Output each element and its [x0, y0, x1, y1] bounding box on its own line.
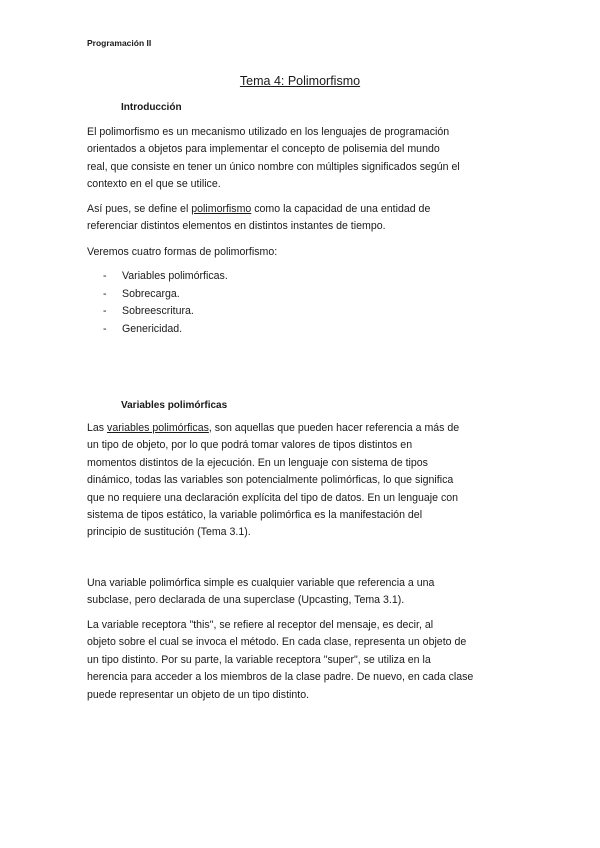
text-line: que no requiere una declaración explícita del tipo de datos. En un lenguaje con: [87, 491, 459, 504]
text-fragment: Las: [87, 422, 108, 434]
text-fragment: Así pues, se define el: [87, 203, 192, 215]
polymorphism-forms-list: [103, 268, 228, 338]
list-item: - Sobrecarga.: [103, 286, 228, 304]
variables-heading: Variables polimórficas: [121, 400, 228, 411]
list-item: - Variables polimórficas.: [103, 268, 228, 286]
text-line: dinámico, todas las variables son potencialmente polimórficas, lo que significa: [87, 474, 454, 487]
list-item: - Genericidad.: [103, 321, 228, 339]
text-line: [87, 201, 519, 218]
variables-paragraph-1: [87, 420, 519, 542]
page-header-course: Programación II: [87, 38, 152, 48]
text-line: Veremos cuatro formas de polimorfismo:: [87, 246, 278, 258]
intro-paragraph-3: [87, 244, 519, 261]
term-variables-polimorficas: variables polimórficas: [107, 422, 209, 434]
text-fragment: , son aquellas que pueden hacer referencia a más de: [208, 422, 460, 434]
text-line: subclase, pero declarada de una superclase (Upcasting, Tema 3.1).: [87, 594, 405, 607]
variables-paragraph-2: [87, 575, 519, 610]
text-line: un tipo distinto. Por su parte, la variable receptora "super", se utiliza en la: [87, 653, 431, 666]
variables-paragraph-3: [87, 617, 519, 704]
text-line: El polimorfismo es un mecanismo utilizado en los lenguajes de programación: [87, 126, 450, 138]
text-line: real, que consiste en tener un único nombre con múltiples significados según el: [87, 160, 460, 173]
page-title-text: Tema 4: Polimorfismo: [239, 74, 361, 88]
text-line: un tipo de objeto, por lo que podrá tomar valores de tipos distintos en: [87, 439, 413, 452]
intro-paragraph-2: [87, 201, 519, 236]
text-line: La variable receptora "this", se refiere al receptor del mensaje, es decir, al: [87, 619, 434, 631]
page-title: [0, 74, 600, 88]
text-line: orientados a objetos para implementar el concepto de polisemia del mundo: [87, 143, 440, 156]
text-line: principio de sustitución (Tema 3.1).: [87, 526, 251, 539]
text-fragment: como la capacidad de una entidad de: [251, 203, 431, 215]
text-line: [87, 420, 519, 437]
list-item: - Sobreescritura.: [103, 303, 228, 321]
text-line: herencia para acceder a los miembros de la clase padre. De nuevo, en cada clase: [87, 671, 474, 684]
text-line: momentos distintos de la ejecución. En un lenguaje con sistema de tipos: [87, 456, 428, 469]
text-line: Una variable polimórfica simple es cualquier variable que referencia a una: [87, 577, 435, 589]
text-line: referenciar distintos elementos en distintos instantes de tiempo.: [87, 220, 386, 233]
text-line: objeto sobre el cual se invoca el método. En cada clase, representa un objeto de: [87, 636, 467, 649]
intro-paragraph-1: [87, 124, 519, 194]
text-line: puede representar un objeto de un tipo distinto.: [87, 688, 310, 701]
intro-heading: Introducción: [121, 102, 182, 113]
text-line: contexto en el que se utilice.: [87, 178, 221, 191]
term-polimorfismo: polimorfismo: [191, 203, 252, 215]
text-line: sistema de tipos estático, la variable polimórfica es la manifestación del: [87, 509, 423, 522]
